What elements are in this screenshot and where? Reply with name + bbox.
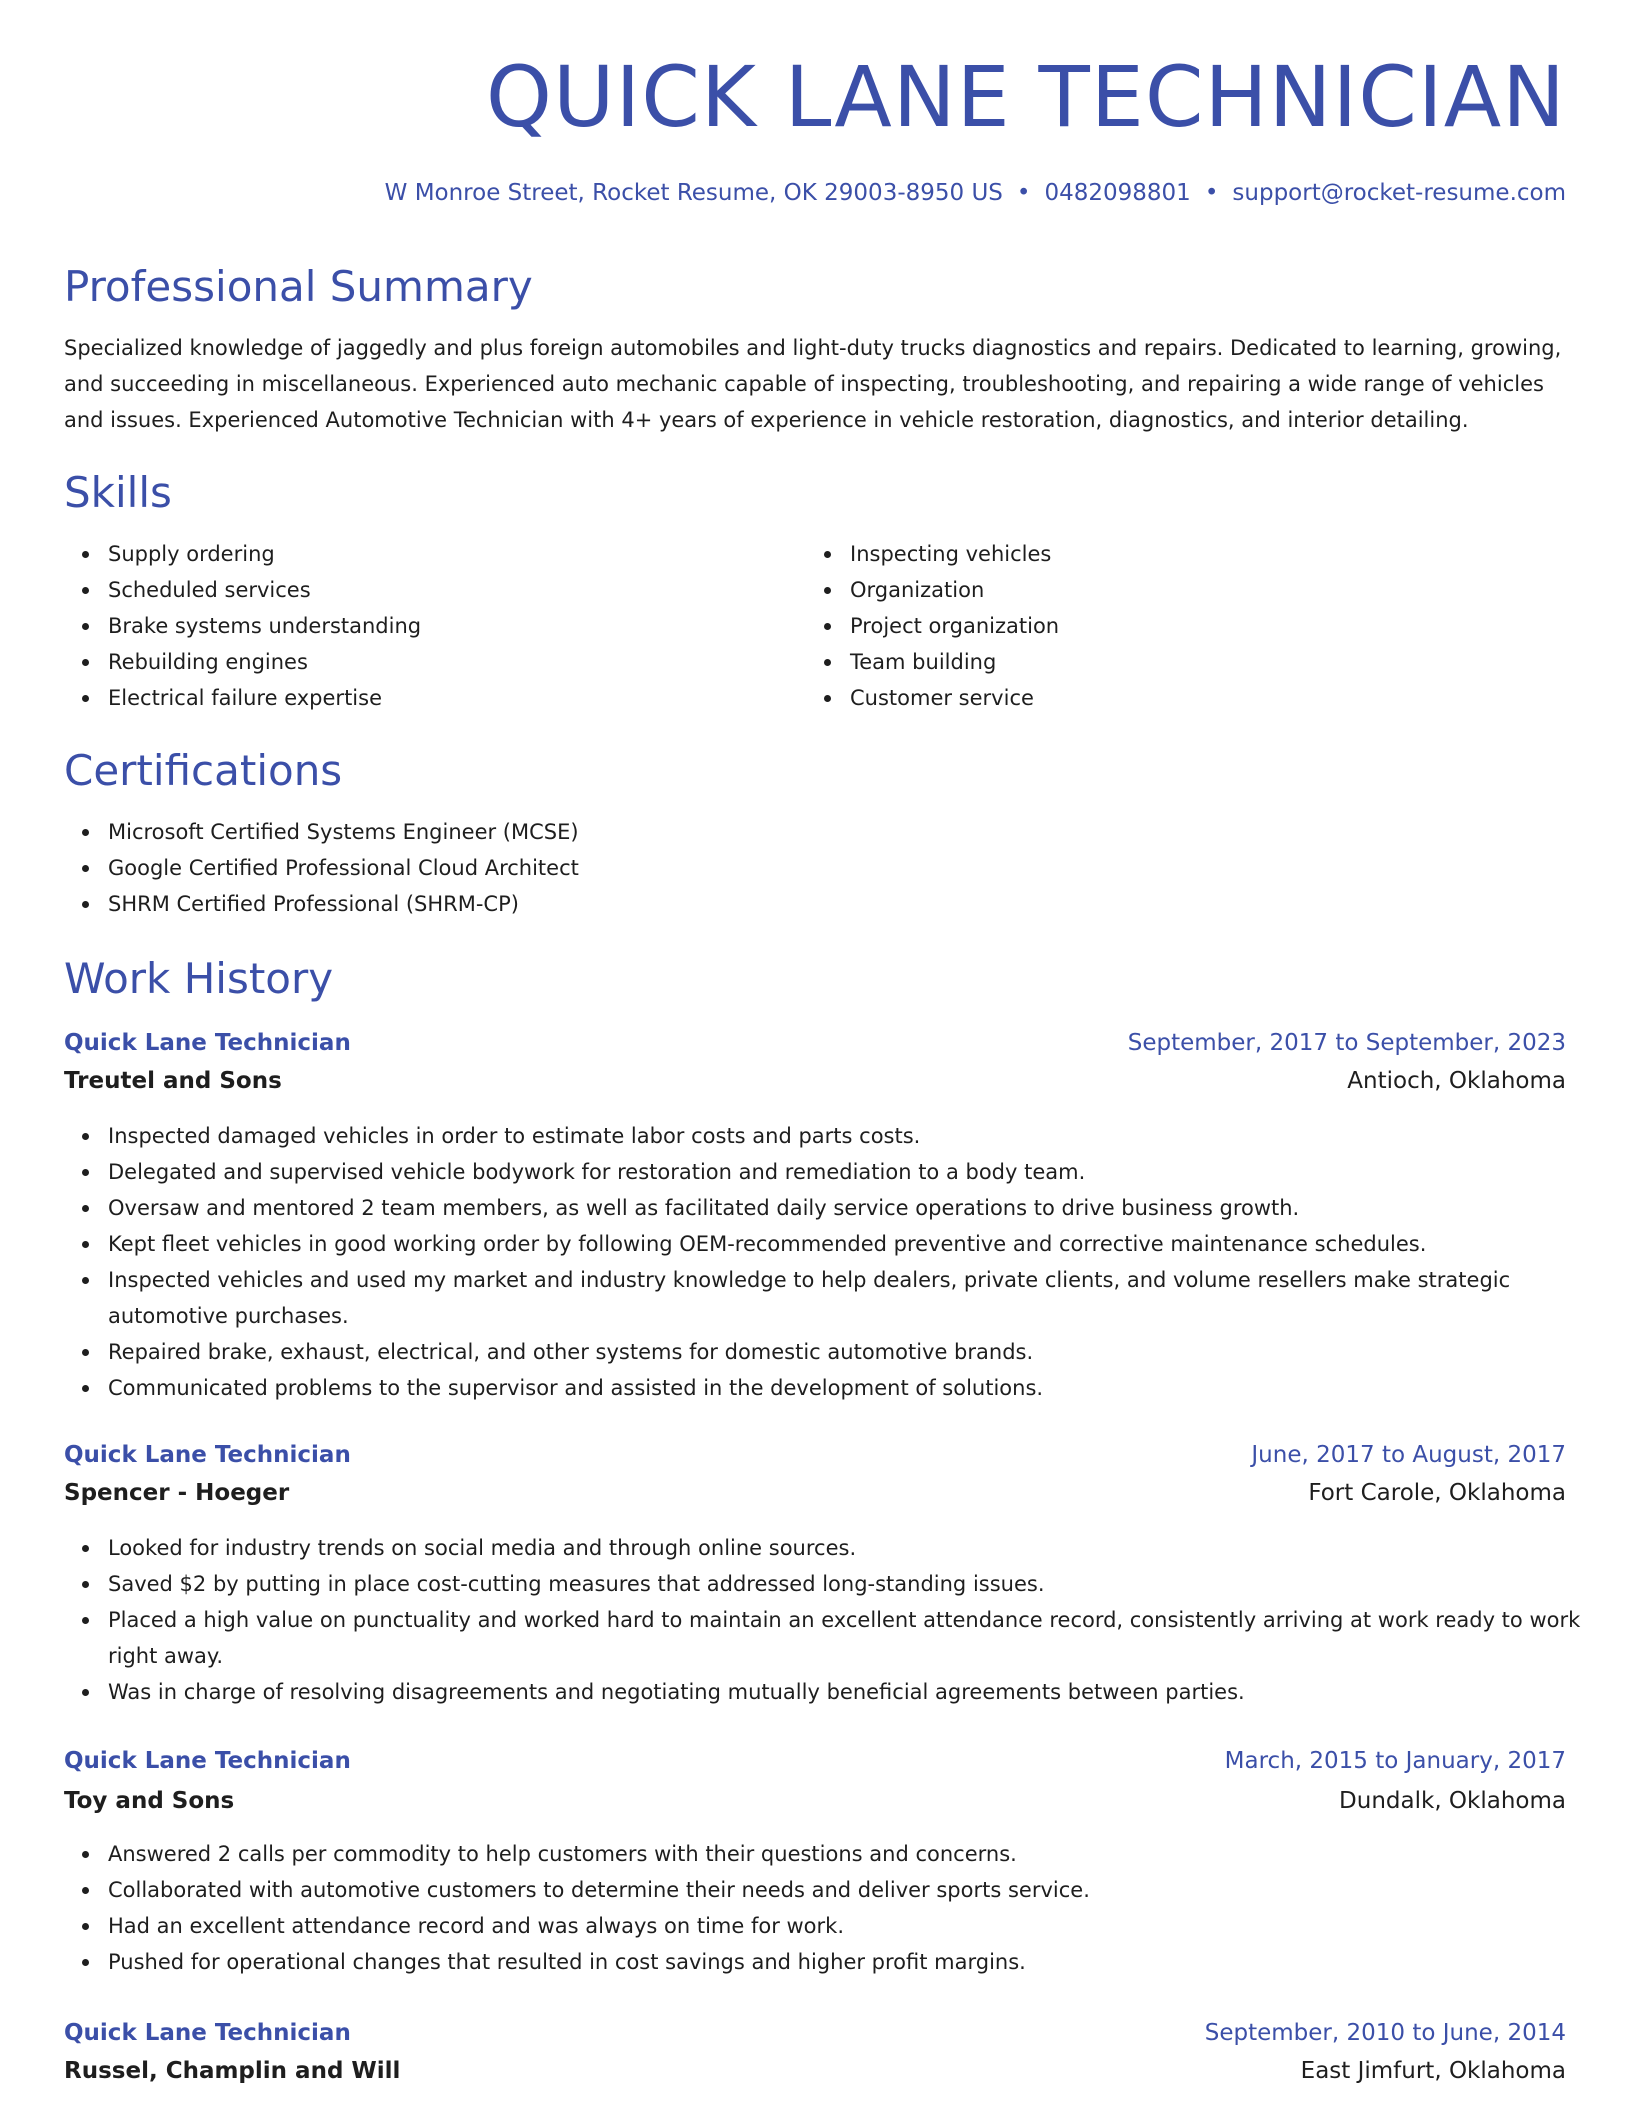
job-dates: September, 2017 to September, 2023 — [1127, 1030, 1566, 1056]
skills-list-right — [806, 536, 1566, 716]
certification-item: Google Certified Professional Cloud Architect — [64, 850, 1464, 886]
job-bullet: Placed a high value on punctuality and worked hard to maintain an excellent attendance record, consistently arriving at work ready to work right away. — [64, 1602, 1584, 1674]
job-bullet: Repaired brake, exhaust, electrical, and other systems for domestic automotive brands. — [64, 1334, 1584, 1370]
contact-line — [385, 180, 1566, 206]
skill-item: Rebuilding engines — [64, 644, 764, 680]
contact-phone: 0482098801 — [1044, 180, 1191, 206]
job-bullet: Kept fleet vehicles in good working order by following OEM-recommended preventive and corrective maintenance schedules. — [64, 1226, 1584, 1262]
skill-item: Brake systems understanding — [64, 608, 764, 644]
skill-item: Scheduled services — [64, 572, 764, 608]
skills-heading: Skills — [64, 468, 172, 517]
summary-heading: Professional Summary — [64, 262, 533, 311]
job-bullet: Looked for industry trends on social media and through online sources. — [64, 1530, 1584, 1566]
job-bullets — [64, 1530, 1584, 1710]
certifications-heading: Certifications — [64, 746, 343, 795]
skills-list-left — [64, 536, 764, 716]
job-bullet: Answered 2 calls per commodity to help customers with their questions and concerns. — [64, 1836, 1584, 1872]
skill-item: Team building — [806, 644, 1566, 680]
job-bullet: Inspected vehicles and used my market and industry knowledge to help dealers, private clients, and volume resellers make strategic automotive purchases. — [64, 1262, 1584, 1334]
work-history-heading: Work History — [64, 954, 334, 1003]
job-bullet: Was in charge of resolving disagreements and negotiating mutually beneficial agreements between parties. — [64, 1674, 1584, 1710]
job-dates: June, 2017 to August, 2017 — [1251, 1442, 1566, 1468]
job-title: Quick Lane Technician — [64, 1030, 351, 1056]
contact-separator: • — [1204, 180, 1219, 206]
job-bullets — [64, 1836, 1584, 1980]
job-bullet: Inspected damaged vehicles in order to estimate labor costs and parts costs. — [64, 1118, 1584, 1154]
job-location: Fort Carole, Oklahoma — [1308, 1480, 1566, 1506]
certification-item: Microsoft Certified Systems Engineer (MCSE) — [64, 814, 1464, 850]
job-bullet: Had an excellent attendance record and was always on time for work. — [64, 1908, 1584, 1944]
job-company: Treutel and Sons — [64, 1068, 282, 1094]
job-dates: September, 2010 to June, 2014 — [1204, 2020, 1566, 2046]
job-title: Quick Lane Technician — [64, 1748, 351, 1774]
contact-separator: • — [1016, 180, 1031, 206]
skill-item: Organization — [806, 572, 1566, 608]
skill-item: Project organization — [806, 608, 1566, 644]
job-dates: March, 2015 to January, 2017 — [1224, 1748, 1566, 1774]
skill-item: Inspecting vehicles — [806, 536, 1566, 572]
certifications-list — [64, 814, 1464, 922]
job-bullet: Saved $2 by putting in place cost-cutting measures that addressed long-standing issues. — [64, 1566, 1584, 1602]
job-company: Toy and Sons — [64, 1788, 235, 1814]
certification-item: SHRM Certified Professional (SHRM-CP) — [64, 886, 1464, 922]
skill-item: Electrical failure expertise — [64, 680, 764, 716]
job-bullets — [64, 1118, 1584, 1406]
skill-item: Supply ordering — [64, 536, 764, 572]
job-company: Russel, Champlin and Will — [64, 2058, 401, 2084]
job-company: Spencer - Hoeger — [64, 1480, 290, 1506]
job-location: Dundalk, Oklahoma — [1339, 1788, 1566, 1814]
summary-text: Specialized knowledge of jaggedly and plus foreign automobiles and light-duty trucks diagnostics and repairs. Dedicated to learning, growing, and succeeding in miscellaneous. Experienced auto mechanic capable of inspecting, troubleshooting, and repairing a wide range of vehicles and issues. Experienced Automotive Technician with 4+ years of experience in vehicle restoration, diagnostics, and interior detailing. — [64, 336, 1562, 432]
resume-name: QUICK LANE TECHNICIAN — [485, 48, 1566, 146]
contact-email[interactable]: support@rocket-resume.com — [1232, 180, 1566, 206]
contact-address: W Monroe Street, Rocket Resume, OK 29003-8950 US — [384, 180, 1003, 206]
job-title: Quick Lane Technician — [64, 2020, 351, 2046]
job-bullet: Pushed for operational changes that resulted in cost savings and higher profit margins. — [64, 1944, 1584, 1980]
job-bullet: Oversaw and mentored 2 team members, as well as facilitated daily service operations to drive business growth. — [64, 1190, 1584, 1226]
job-location: Antioch, Oklahoma — [1347, 1068, 1566, 1094]
skill-item: Customer service — [806, 680, 1566, 716]
job-bullet: Communicated problems to the supervisor and assisted in the development of solutions. — [64, 1370, 1584, 1406]
job-bullet: Collaborated with automotive customers to determine their needs and deliver sports service. — [64, 1872, 1584, 1908]
job-bullet: Delegated and supervised vehicle bodywork for restoration and remediation to a body team. — [64, 1154, 1584, 1190]
job-location: East Jimfurt, Oklahoma — [1300, 2058, 1566, 2084]
job-title: Quick Lane Technician — [64, 1442, 351, 1468]
